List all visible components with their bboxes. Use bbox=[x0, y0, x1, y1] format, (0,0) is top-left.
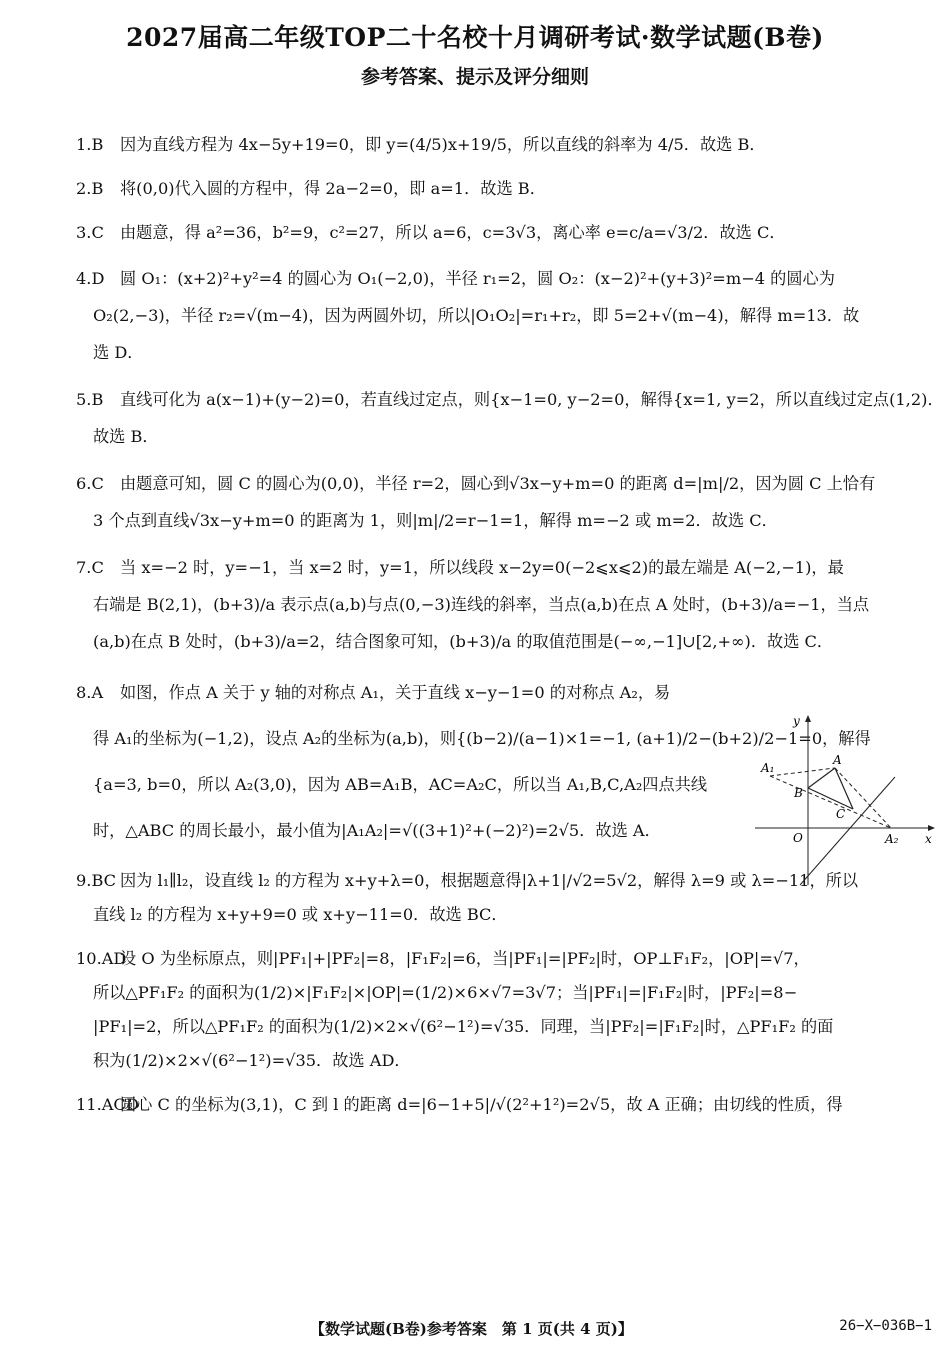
answer-text: 3 个点到直线√3x−y+m=0 的距离为 1，则|m|/2=r−1=1，解得 m=−2 或 m=2．故选 C． bbox=[93, 511, 778, 530]
figure-point-label: A bbox=[833, 753, 842, 767]
answer-number: 4.D bbox=[76, 269, 105, 288]
answer-text: 右端是 B(2,1)，(b+3)/a 表示点(a,b)与点(0,−3)连线的斜率，当点(a,b)在点 A 处时，(b+3)/a=−1，当点 bbox=[93, 595, 870, 614]
figure-x-label: x bbox=[925, 832, 932, 846]
answer-list bbox=[76, 128, 944, 1132]
figure-origin-label: O bbox=[793, 831, 803, 845]
figure-point-label: C bbox=[836, 807, 846, 821]
answer-number: 10.AD bbox=[76, 949, 127, 968]
answer-item bbox=[76, 465, 936, 539]
answer-text: (a,b)在点 B 处时，(b+3)/a=2，结合图象可知，(b+3)/a 的取值范围是(−∞,−1]∪[2,+∞)．故选 C． bbox=[93, 632, 834, 651]
answer-text: 选 D． bbox=[93, 343, 144, 362]
answer-text: 故选 B． bbox=[93, 427, 159, 446]
answer-text: {a=3, b=0，所以 A₂(3,0)，因为 AB=A₁B，AC=A₂C，所以当 A₁,B,C,A₂四点共线 bbox=[93, 775, 708, 794]
answer-number: 7.C bbox=[76, 558, 104, 577]
answer-item bbox=[76, 216, 936, 250]
answer-number: 3.C bbox=[76, 223, 104, 242]
figure-point-label: B bbox=[794, 786, 803, 800]
figure-y-label: y bbox=[793, 714, 800, 728]
answer-item bbox=[76, 128, 936, 162]
answer-item bbox=[76, 260, 936, 371]
answer-text: 得 A₁的坐标为(−1,2)，设点 A₂的坐标为(a,b)，则{(b−2)/(a−1)×1=−1, (a+1)/2−(b+2)/2−1=0，解得 bbox=[93, 729, 871, 748]
answer-text: 积为(1/2)×2×√(6²−1²)=√35．故选 AD． bbox=[93, 1051, 411, 1070]
answer-item bbox=[76, 1088, 936, 1122]
answer-text: 如图，作点 A 关于 y 轴的对称点 A₁，关于直线 x−y−1=0 的对称点 A₂，易 bbox=[120, 683, 671, 702]
answer-number: 5.B bbox=[76, 390, 104, 409]
document-title: 2027届高二年级TOP二十名校十月调研考试·数学试题(B卷) bbox=[126, 23, 824, 52]
footer-page-info: 【数学试题(B卷)参考答案 第 1 页(共 4 页)】 bbox=[310, 1320, 633, 1338]
answer-text: |PF₁|=2，所以△PF₁F₂ 的面积为(1/2)×2×√(6²−1²)=√35．同理，当|PF₂|=|F₁F₂|时，△PF₁F₂ 的面 bbox=[93, 1017, 834, 1036]
answer-number: 2.B bbox=[76, 179, 104, 198]
answer-number: 1.B bbox=[76, 135, 104, 154]
answer-item bbox=[76, 549, 936, 660]
answer-number: 9.BC bbox=[76, 871, 117, 890]
answer-text: 所以△PF₁F₂ 的面积为(1/2)×|F₁F₂|×|OP|=(1/2)×6×√7=3√7；当|PF₁|=|F₁F₂|时，|PF₂|=8− bbox=[93, 983, 798, 1002]
answer-number: 8.A bbox=[76, 683, 104, 702]
answer-text: 由题意，得 a²=36，b²=9，c²=27，所以 a=6，c=3√3，离心率 e=c/a=√3/2．故选 C． bbox=[120, 223, 786, 242]
answer-text: 直线可化为 a(x−1)+(y−2)=0，若直线过定点，则{x−1=0, y−2=0，解得{x=1, y=2，所以直线过定点(1,2)． bbox=[120, 390, 944, 409]
answer-item bbox=[76, 172, 936, 206]
answer-text: 时，△ABC 的周长最小，最小值为|A₁A₂|=√((3+1)²+(−2)²)=2√5．故选 A． bbox=[93, 821, 661, 840]
answer-text: 圆心 C 的坐标为(3,1)，C 到 l 的距离 d=|6−1+5|/√(2²+1²)=2√5，故 A 正确；由切线的性质，得 bbox=[120, 1095, 843, 1114]
answer-number: 6.C bbox=[76, 474, 104, 493]
answer-item bbox=[76, 381, 944, 455]
answer-text: 圆 O₁：(x+2)²+y²=4 的圆心为 O₁(−2,0)，半径 r₁=2，圆 O₂：(x−2)²+(y+3)²=m−4 的圆心为 bbox=[120, 269, 835, 288]
answer-text: 因为直线方程为 4x−5y+19=0，即 y=(4/5)x+19/5，所以直线的斜率为 4/5．故选 B． bbox=[120, 135, 766, 154]
answer-text: 将(0,0)代入圆的方程中，得 2a−2=0，即 a=1．故选 B． bbox=[120, 179, 546, 198]
document-subtitle: 参考答案、提示及评分细则 bbox=[360, 66, 589, 88]
answer-text: 设 O 为坐标原点，则|PF₁|+|PF₂|=8，|F₁F₂|=6，当|PF₁|=|PF₂|时，OP⊥F₁F₂，|OP|=√7， bbox=[120, 949, 810, 968]
footer-code: 26−X−036B−1 bbox=[839, 1318, 932, 1334]
figure-point-label: A₁ bbox=[761, 761, 775, 775]
answer-text: 直线 l₂ 的方程为 x+y+9=0 或 x+y−11=0．故选 BC． bbox=[93, 905, 508, 924]
answer-text: 当 x=−2 时，y=−1，当 x=2 时，y=1，所以线段 x−2y=0(−2⩽x⩽2)的最左端是 A(−2,−1)，最 bbox=[120, 558, 844, 577]
answer-item bbox=[76, 942, 936, 1078]
answer-text: 因为 l₁∥l₂，设直线 l₂ 的方程为 x+y+λ=0，根据题意得|λ+1|/√2=5√2，解得 λ=9 或 λ=−11，所以 bbox=[120, 871, 859, 890]
coordinate-figure bbox=[755, 715, 935, 885]
answer-number: 11.ACD bbox=[76, 1095, 139, 1114]
figure-point-label: A₂ bbox=[885, 832, 899, 846]
answer-text: O₂(2,−3)，半径 r₂=√(m−4)，因为两圆外切，所以|O₁O₂|=r₁+r₂，即 5=2+√(m−4)，解得 m=13．故 bbox=[93, 306, 860, 325]
answer-text: 由题意可知，圆 C 的圆心为(0,0)，半径 r=2，圆心到√3x−y+m=0 的距离 d=|m|/2，因为圆 C 上恰有 bbox=[120, 474, 876, 493]
